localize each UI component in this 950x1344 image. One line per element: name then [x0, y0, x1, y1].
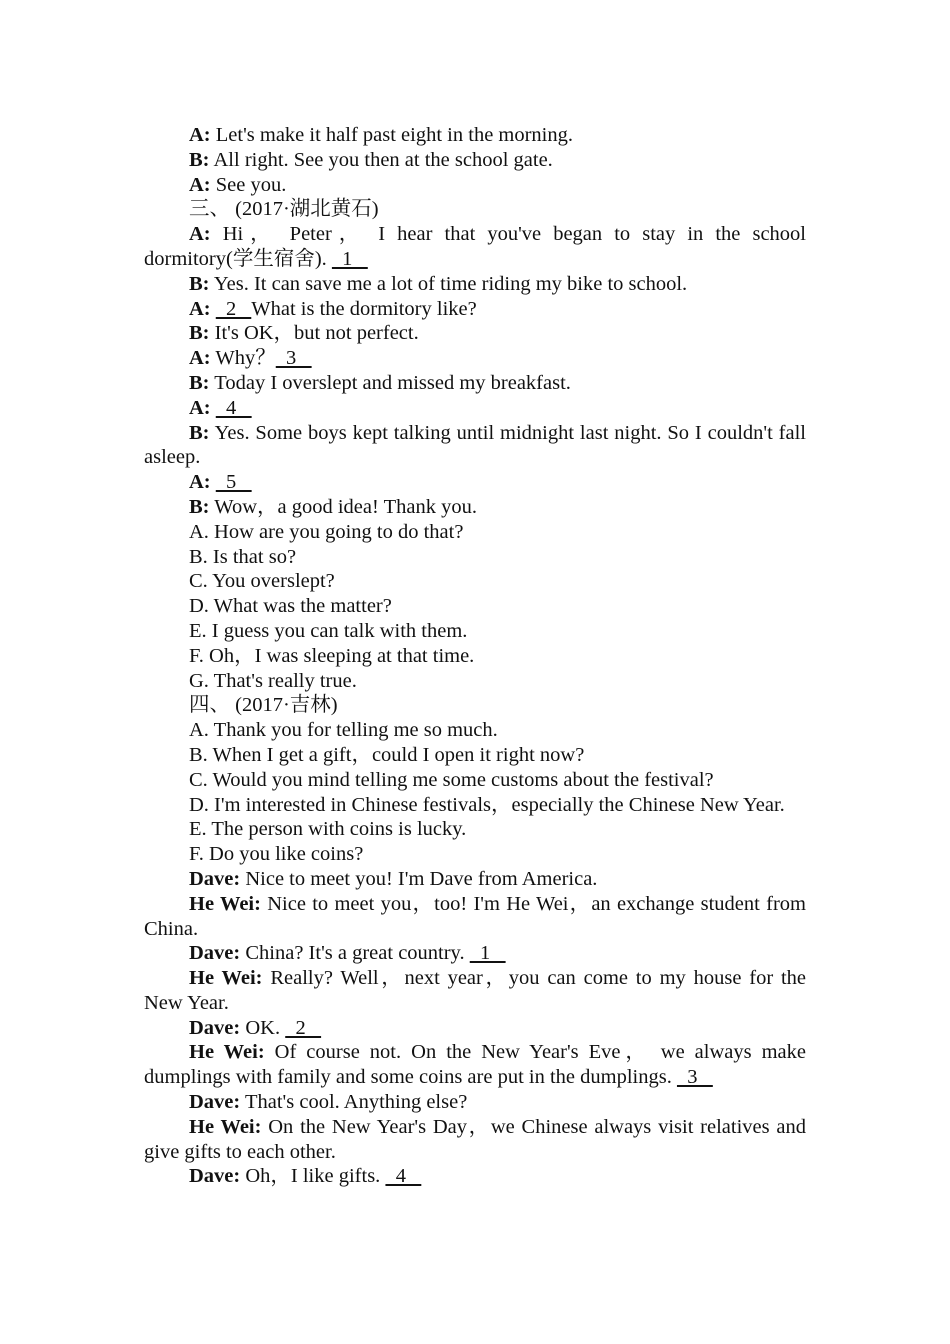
option-item: E. The person with coins is lucky.	[189, 818, 467, 841]
line-text: OK.	[240, 1016, 286, 1039]
dialogue-line	[144, 222, 806, 272]
speaker-label: Dave:	[189, 942, 241, 965]
line-text: See you.	[210, 173, 287, 196]
speaker-label: A:	[189, 124, 211, 146]
option-item: B. When I get a gift，could I open it right now?	[189, 743, 585, 766]
speaker-label: A:	[189, 297, 211, 320]
dialogue-line	[144, 1164, 806, 1189]
answer-blank: 3	[275, 347, 312, 370]
answer-blank: 1	[331, 247, 368, 270]
option-item: A. How are you going to do that?	[189, 520, 464, 543]
dialogue-line	[144, 297, 806, 322]
dialogue-line	[144, 1115, 806, 1165]
dialogue-line	[144, 123, 806, 148]
line-text: China? It's a great country.	[240, 942, 470, 965]
speaker-label: B:	[189, 421, 210, 444]
speaker-label: B:	[189, 322, 210, 345]
dialogue-line	[144, 173, 806, 198]
dialogue-line	[144, 272, 806, 297]
line-text: Yes. Some boys kept talking until midnight last night. So I couldn't fall asleep.	[144, 421, 806, 469]
line-text: All right. See you then at the school gate.	[209, 148, 553, 171]
answer-blank: 1	[469, 942, 506, 965]
answer-blank: 3	[676, 1066, 713, 1089]
line-text: Why？	[210, 347, 276, 370]
line-text: On the New Year's Day，we Chinese always visit relatives and give gifts to each other.	[144, 1115, 806, 1163]
speaker-label: He Wei:	[189, 967, 263, 990]
answer-blank: 5	[215, 471, 252, 494]
option-item: D. I'm interested in Chinese festivals，especially the Chinese New Year.	[189, 793, 785, 816]
document-body	[144, 123, 806, 1189]
section-heading: 三、 (2017·湖北黄石)	[189, 198, 379, 221]
speaker-label: B:	[189, 371, 210, 394]
line-text: Nice to meet you! I'm Dave from America.	[240, 867, 598, 890]
dialogue-line	[144, 966, 806, 1016]
speaker-label: A:	[189, 223, 211, 246]
dialogue-line	[144, 1016, 806, 1041]
line-text: Yes. It can save me a lot of time riding my bike to school.	[209, 272, 688, 295]
answer-blank: 2	[285, 1016, 322, 1039]
dialogue-line	[144, 470, 806, 495]
line-text: Let's make it half past eight in the morning.	[210, 124, 574, 146]
answer-blank: 2	[215, 297, 252, 320]
option-item: E. I guess you can talk with them.	[189, 619, 468, 642]
section-heading: 四、 (2017·吉林)	[189, 694, 338, 717]
option-item: F. Oh，I was sleeping at that time.	[189, 644, 475, 667]
option-item: A. Thank you for telling me so much.	[189, 719, 498, 742]
line-text: What is the dormitory like?	[251, 297, 477, 320]
option-item: G. That's really true.	[189, 669, 357, 692]
dialogue-line	[144, 371, 806, 396]
option-item: C. You overslept?	[189, 570, 335, 593]
speaker-label: He Wei:	[189, 1115, 262, 1138]
dialogue-line	[144, 321, 806, 346]
line-text: Oh，I like gifts.	[240, 1165, 386, 1188]
line-text: It's OK，but not perfect.	[209, 322, 419, 345]
answer-blank: 4	[385, 1165, 422, 1188]
line-text: Today I overslept and missed my breakfast.	[209, 371, 571, 394]
line-text: Wow，a good idea! Thank you.	[209, 495, 477, 518]
speaker-label: A:	[189, 471, 211, 494]
speaker-label: Dave:	[189, 1165, 241, 1188]
dialogue-line	[144, 396, 806, 421]
dialogue-line	[144, 421, 806, 471]
speaker-label: Dave:	[189, 867, 241, 890]
dialogue-line	[144, 1040, 806, 1090]
line-text: That's cool. Anything else?	[240, 1091, 468, 1114]
speaker-label: He Wei:	[189, 1041, 265, 1064]
speaker-label: A:	[189, 173, 211, 196]
speaker-label: B:	[189, 495, 210, 518]
dialogue-line	[144, 1090, 806, 1115]
speaker-label: A:	[189, 347, 211, 370]
speaker-label: He Wei:	[189, 892, 261, 915]
line-text: Hi， Peter， I hear that you've began to stay in the school dormitory(学生宿舍).	[144, 223, 806, 270]
option-item: C. Would you mind telling me some customs about the festival?	[189, 768, 714, 791]
dialogue-line	[144, 346, 806, 371]
line-text: Of course not. On the New Year's Eve， we always make dumplings with family and some coins are put in the dumplings.	[144, 1041, 806, 1089]
answer-blank: 4	[215, 396, 252, 419]
line-text: Nice to meet you，too! I'm He Wei，an exchange student from China.	[144, 892, 806, 940]
speaker-label: Dave:	[189, 1016, 241, 1039]
option-item: F. Do you like coins?	[189, 843, 364, 866]
option-item: B. Is that so?	[189, 545, 297, 568]
dialogue-line	[144, 867, 806, 892]
dialogue-line	[144, 892, 806, 942]
speaker-label: A:	[189, 396, 211, 419]
dialogue-line	[144, 941, 806, 966]
dialogue-line	[144, 495, 806, 520]
speaker-label: B:	[189, 148, 210, 171]
dialogue-line	[144, 148, 806, 173]
speaker-label: Dave:	[189, 1091, 241, 1114]
option-item: D. What was the matter?	[189, 595, 392, 618]
speaker-label: B:	[189, 272, 210, 295]
line-text: Really? Well，next year，you can come to my house for the New Year.	[144, 967, 807, 1014]
